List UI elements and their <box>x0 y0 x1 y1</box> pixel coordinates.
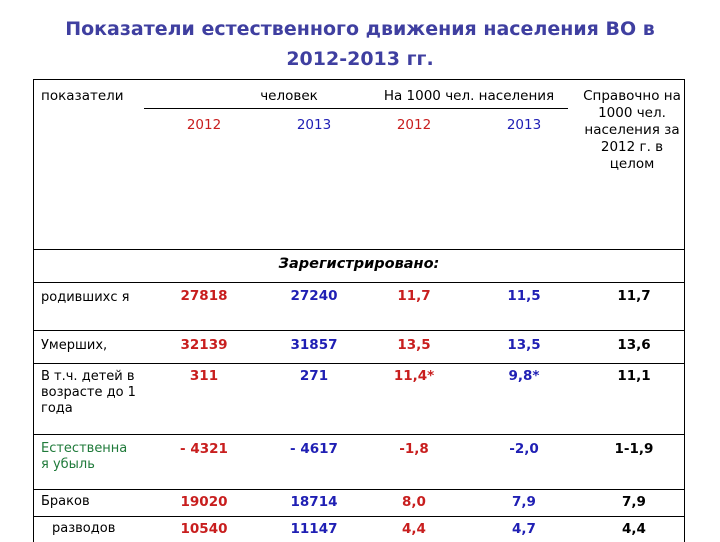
rate-2012: 11,4* <box>393 368 435 384</box>
title-line-2: 2012-2013 гг. <box>286 48 434 70</box>
row-label: разводов <box>52 521 116 536</box>
year-people-2012: 2012 <box>186 117 222 133</box>
rate-2012: 8,0 <box>402 494 426 510</box>
rate-reference: 4,4 <box>622 521 646 537</box>
value-2012: 311 <box>189 368 219 384</box>
year-rate-2013: 2013 <box>506 117 542 133</box>
rate-2013: 7,9 <box>512 494 536 510</box>
header-people: человек <box>260 88 318 104</box>
table-row <box>34 489 684 517</box>
rate-2012: 13,5 <box>397 337 431 353</box>
header-per-1000: На 1000 чел. населения <box>383 88 555 104</box>
row-label: Естественна я убыль <box>41 441 128 472</box>
title-line-1: Показатели естественного движения населения ВО в <box>65 18 655 40</box>
row-label: В т.ч. детей в возрасте до 1 года <box>41 369 136 416</box>
value-2013: 27240 <box>290 288 338 304</box>
table-header <box>34 80 684 250</box>
rate-2013: -2,0 <box>509 441 539 457</box>
rate-2012: -1,8 <box>399 441 429 457</box>
value-2012: 10540 <box>180 521 228 537</box>
year-rate-2012: 2012 <box>396 117 432 133</box>
rate-2013: 4,7 <box>512 521 536 537</box>
rate-2013: 11,5 <box>507 288 541 304</box>
row-label: Браков <box>41 494 90 509</box>
value-2012: 19020 <box>180 494 228 510</box>
data-table <box>33 79 685 542</box>
table-row <box>34 434 684 490</box>
header-divider <box>144 108 568 109</box>
value-2013: 271 <box>299 368 329 384</box>
rate-reference: 7,9 <box>622 494 646 510</box>
value-2012: 32139 <box>180 337 228 353</box>
section-row <box>34 249 684 283</box>
rate-reference: 1-1,9 <box>614 441 654 457</box>
value-2012: - 4321 <box>180 441 228 457</box>
value-2013: 11147 <box>290 521 338 537</box>
section-label: Зарегистрировано: <box>278 256 440 272</box>
value-2013: 18714 <box>290 494 338 510</box>
table-row <box>34 330 684 364</box>
rate-2013: 9,8* <box>508 368 540 384</box>
table-row <box>34 282 684 331</box>
value-2013: 31857 <box>290 337 338 353</box>
rate-2013: 13,5 <box>507 337 541 353</box>
table-row <box>34 363 684 435</box>
table-row <box>34 516 684 542</box>
value-2012: 27818 <box>180 288 228 304</box>
rate-2012: 11,7 <box>397 288 431 304</box>
header-reference: Справочно на 1000 чел. населения за 2012 г. в целом <box>583 88 681 172</box>
value-2013: - 4617 <box>290 441 338 457</box>
page-title <box>0 14 720 74</box>
row-label: Умерших, <box>41 338 108 353</box>
rate-2012: 4,4 <box>402 521 426 537</box>
header-indicator: показатели <box>41 88 124 104</box>
rate-reference: 11,7 <box>617 288 651 304</box>
rate-reference: 13,6 <box>617 337 651 353</box>
year-people-2013: 2013 <box>296 117 332 133</box>
row-label: родившихс я <box>41 290 130 305</box>
rate-reference: 11,1 <box>617 368 651 384</box>
